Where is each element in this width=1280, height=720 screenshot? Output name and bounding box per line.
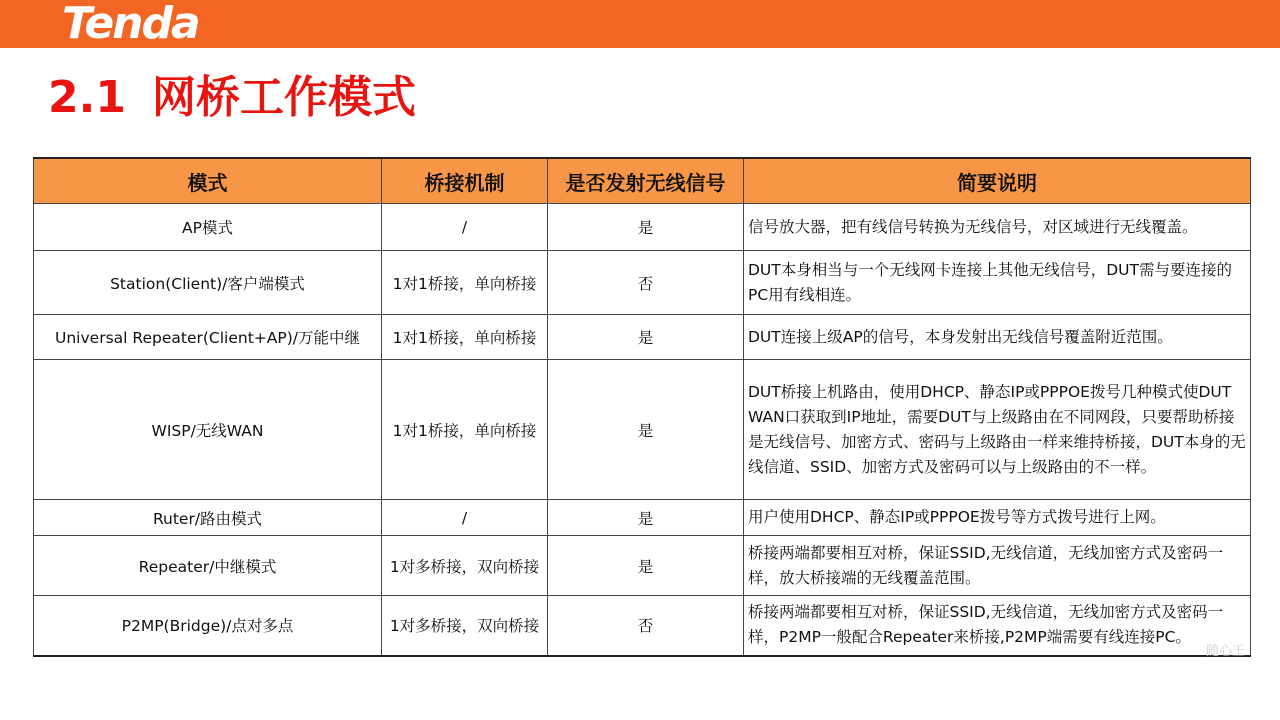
table-row: [34, 500, 1251, 536]
table-row: [34, 360, 1251, 500]
header-mode: 模式: [34, 158, 382, 204]
mode-cell: P2MP(Bridge)/点对多点: [34, 596, 382, 656]
mechanism-cell: /: [382, 204, 548, 251]
description-cell: 桥接两端都要相互对桥，保证SSID,无线信道，无线加密方式及密码一样，放大桥接端的无线覆盖范围。: [744, 536, 1251, 596]
mechanism-cell: 1对多桥接，双向桥接: [382, 596, 548, 656]
table-row: [34, 315, 1251, 360]
bridge-modes-table: [33, 157, 1251, 657]
mechanism-cell: 1对1桥接，单向桥接: [382, 315, 548, 360]
wireless-cell: 是: [548, 500, 744, 536]
tenda-logo: Tenda: [62, 0, 199, 49]
description-cell: 桥接两端都要相互对桥，保证SSID,无线信道，无线加密方式及密码一样，P2MP一般配合Repeater来桥接,P2MP端需要有线连接PC。: [744, 596, 1251, 656]
table-header-row: [34, 158, 1251, 204]
mechanism-cell: 1对多桥接，双向桥接: [382, 536, 548, 596]
mode-cell: Repeater/中继模式: [34, 536, 382, 596]
wireless-cell: 是: [548, 360, 744, 500]
description-cell: 信号放大器，把有线信号转换为无线信号，对区域进行无线覆盖。: [744, 204, 1251, 251]
mode-cell: Station(Client)/客户端模式: [34, 251, 382, 315]
mechanism-cell: 1对1桥接，单向桥接: [382, 251, 548, 315]
watermark: 随心王: [1206, 644, 1246, 659]
section-number: 2.1: [48, 72, 126, 123]
table-row: [34, 251, 1251, 315]
wireless-cell: 否: [548, 251, 744, 315]
table-row: [34, 596, 1251, 656]
mode-cell: Universal Repeater(Client+AP)/万能中继: [34, 315, 382, 360]
section-title: 网桥工作模式: [151, 72, 416, 123]
mechanism-cell: 1对1桥接，单向桥接: [382, 360, 548, 500]
description-cell: DUT连接上级AP的信号，本身发射出无线信号覆盖附近范围。: [744, 315, 1251, 360]
description-cell: DUT桥接上机路由，使用DHCP、静态IP或PPPOE拨号几种模式使DUT WAN口获取到IP地址，需要DUT与上级路由在不同网段，只要帮助桥接是无线信号、加密方式、密码与上级路由一样来维持桥接，DUT本身的无线信道、SSID、加密方式及密码可以与上级路由的不一样。: [744, 360, 1251, 500]
header-mechanism: 桥接机制: [382, 158, 548, 204]
header-bar: [0, 0, 1280, 48]
mode-cell: AP模式: [34, 204, 382, 251]
wireless-cell: 是: [548, 315, 744, 360]
wireless-cell: 是: [548, 536, 744, 596]
description-cell: DUT本身相当与一个无线网卡连接上其他无线信号，DUT需与要连接的PC用有线相连。: [744, 251, 1251, 315]
table-row: [34, 204, 1251, 251]
mode-cell: Ruter/路由模式: [34, 500, 382, 536]
wireless-cell: 否: [548, 596, 744, 656]
description-cell: 用户使用DHCP、静态IP或PPPOE拨号等方式拨号进行上网。: [744, 500, 1251, 536]
slide-title: [48, 66, 416, 130]
header-description: 简要说明: [744, 158, 1251, 204]
mechanism-cell: /: [382, 500, 548, 536]
header-wireless: 是否发射无线信号: [548, 158, 744, 204]
mode-cell: WISP/无线WAN: [34, 360, 382, 500]
table-row: [34, 536, 1251, 596]
wireless-cell: 是: [548, 204, 744, 251]
